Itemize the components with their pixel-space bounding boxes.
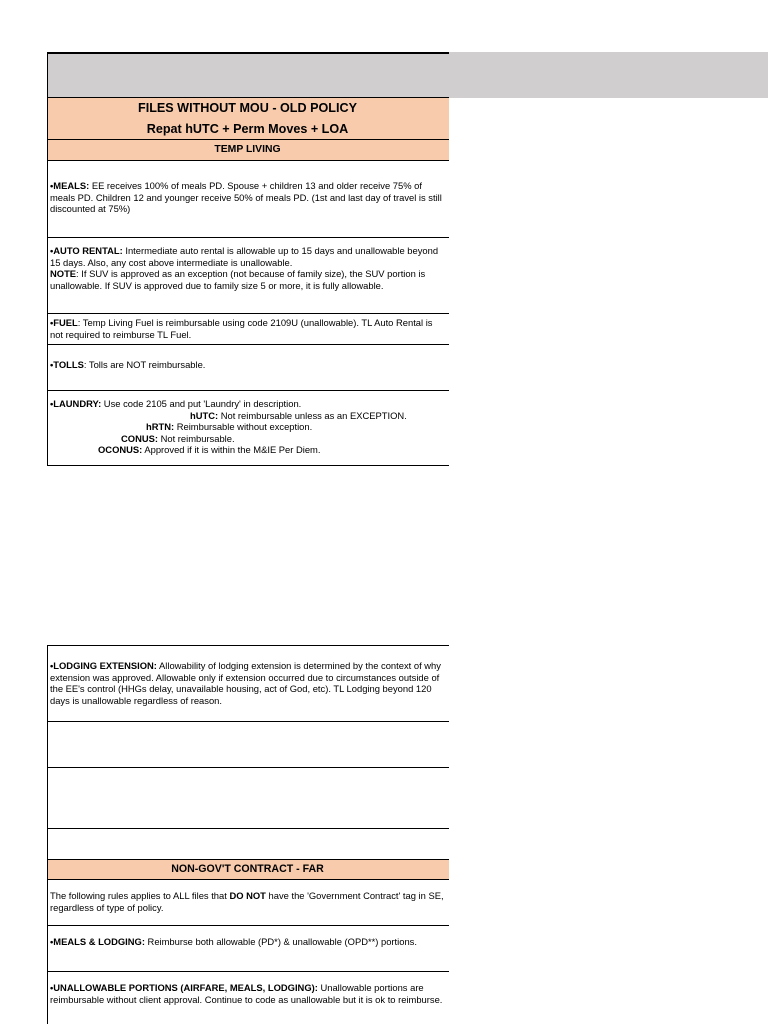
- header-blank-cell: [48, 52, 449, 98]
- meals-lodging-label: •MEALS & LODGING:: [50, 936, 145, 947]
- non-gov-intro-pre: The following rules applies to ALL files that: [50, 890, 230, 901]
- temp-living-sheet: [47, 52, 448, 466]
- section-title-temp-living: TEMP LIVING: [48, 140, 449, 161]
- non-gov-intro-bold: DO NOT: [229, 890, 266, 901]
- laundry-rule-cell: [48, 391, 449, 466]
- laundry-hutc-text: Not reimbursable unless as an EXCEPTION.: [218, 409, 407, 421]
- laundry-hrtn-label: hRTN:: [146, 421, 175, 433]
- fuel-text: : Temp Living Fuel is reimbursable using code 2109U (unallowable). TL Auto Rental is not required to reimburse TL Fuel.: [50, 317, 433, 340]
- auto-rental-text: Intermediate auto rental is allowable up to 15 days and unallowable beyond 15 days. Also, any cost above intermediate is unallowable.: [50, 245, 439, 268]
- tolls-rule-cell: [48, 345, 449, 391]
- laundry-conus-text: Not reimbursable.: [157, 432, 235, 444]
- lodging-extension-label: •LODGING EXTENSION:: [50, 660, 157, 671]
- lodging-extension-text: Allowability of lodging extension is determined by the context of why extension was approved. Allowable only if extension occurred due to circumstances outside of the EE's control (HHGs delay, unavailable housing, act of God, etc). TL Lodging beyond 120 days is unallowable regardless of reason.: [50, 660, 441, 706]
- laundry-hutc-label: hUTC:: [190, 409, 219, 421]
- page-title: FILES WITHOUT MOU - OLD POLICY: [48, 98, 449, 119]
- lodging-extension-cell: [48, 645, 449, 722]
- laundry-oconus-text: Approved if it is within the M&IE Per Diem.: [142, 444, 321, 456]
- non-gov-intro-post: have the 'Government Contract' tag in SE, regardless of type of policy.: [50, 890, 444, 913]
- unallowable-portions-cell: [48, 972, 449, 1024]
- blank-row-1: [48, 722, 449, 768]
- page-subtitle: Repat hUTC + Perm Moves + LOA: [48, 119, 449, 140]
- auto-rental-rule-cell: [48, 238, 449, 314]
- meals-rule-cell: [48, 161, 449, 238]
- laundry-label: •LAUNDRY:: [50, 398, 102, 409]
- auto-rental-note-label: NOTE: [50, 268, 77, 280]
- non-gov-intro-cell: [48, 880, 449, 926]
- meals-label: •MEALS:: [50, 180, 90, 191]
- auto-rental-label: •AUTO RENTAL:: [50, 245, 123, 256]
- unallowable-label: •UNALLOWABLE PORTIONS (AIRFARE, MEALS, LODGING):: [50, 982, 318, 993]
- blank-row-3: [48, 829, 449, 860]
- auto-rental-note-text: : If SUV is approved as an exception (not because of family size), the SUV portion is unallowable. If SUV is approved due to family size 5 or more, it is fully allowable.: [50, 268, 426, 291]
- laundry-text: Use code 2105 and put 'Laundry' in description.: [101, 398, 302, 409]
- laundry-conus-label: CONUS:: [121, 432, 158, 444]
- laundry-hrtn-text: Reimbursable without exception.: [174, 421, 313, 433]
- unallowable-text: Unallowable portions are reimbursable without client approval. Continue to code as unallowable but it is ok to reimburse.: [50, 982, 443, 1005]
- fuel-rule-cell: [48, 314, 449, 345]
- meals-lodging-cell: [48, 926, 449, 972]
- tolls-label: •TOLLS: [50, 359, 84, 370]
- lodging-and-far-sheet: [47, 645, 448, 1024]
- meals-text: EE receives 100% of meals PD. Spouse + children 13 and older receive 75% of meals PD. Children 12 and younger receive 50% of meals PD. (1st and last day of travel is still discounted at 75%): [50, 180, 442, 215]
- tolls-text: : Tolls are NOT reimbursable.: [83, 359, 206, 370]
- fuel-label: •FUEL: [50, 317, 78, 328]
- laundry-oconus-label: OCONUS:: [98, 444, 143, 456]
- blank-row-2: [48, 768, 449, 829]
- header-grey-band: [449, 52, 768, 98]
- meals-lodging-text: Reimburse both allowable (PD*) & unallowable (OPD**) portions.: [144, 936, 417, 947]
- section-title-non-gov: NON-GOV'T CONTRACT - FAR: [48, 860, 449, 880]
